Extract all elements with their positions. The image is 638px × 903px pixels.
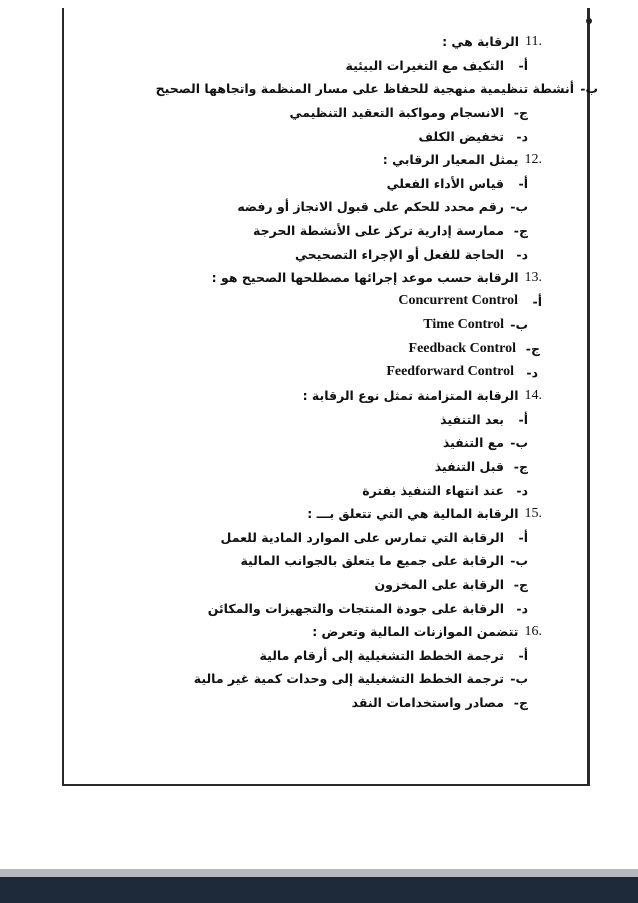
question-14 [80,384,542,502]
question-12 [80,148,542,266]
option-letter: أ- [518,175,528,191]
question-header [80,266,542,290]
page-border-bottom [62,784,590,786]
question-number: 14. [524,387,542,403]
option-letter: ب- [510,435,528,451]
question-13 [80,266,542,384]
question-text: الرقابة حسب موعد إجرائها مصطلحها الصحيح هو : [211,270,519,286]
option-text: قياس الأداء الفعلي [386,175,504,191]
question-list [80,30,598,714]
option-c [80,455,542,479]
option-c [80,337,542,361]
option-text: الحاجة للفعل أو الإجراء التصحيحي [295,246,504,262]
option-letter: ج- [513,458,528,474]
option-text: ترجمة الخطط التشغيلية إلى وحدات كمية غير مالية [193,671,504,687]
option-letter: أ- [518,647,528,663]
option-a [80,408,542,432]
option-a [80,290,542,314]
option-letter: أ- [518,529,528,545]
question-number: 11. [525,33,542,49]
option-letter: أ- [532,293,542,309]
option-letter: ج- [513,576,528,592]
option-letter: ب- [510,199,528,215]
option-letter: ج- [513,105,528,121]
option-a [80,172,542,196]
scan-mark [586,18,592,24]
option-text: Feedback Control [408,340,516,356]
question-header [80,148,542,172]
option-text: أنشطة تنظيمية منهجية للحفاظ على مسار المنظمة واتجاهها الصحيح [155,81,574,97]
option-b [80,77,612,101]
option-c [80,101,542,125]
option-d [80,360,542,384]
option-letter: د- [516,246,528,262]
question-number: 12. [524,151,542,167]
option-d [80,596,542,620]
question-15 [80,502,542,620]
option-c [80,219,542,243]
option-text: تخفيض الكلف [418,128,504,144]
scan-edge [0,877,638,903]
option-text: عند انتهاء التنفيذ بفترة [362,482,504,498]
option-letter: د- [516,128,528,144]
option-text: مصادر واستخدامات النقد [351,694,504,710]
option-letter: ب- [510,553,528,569]
question-text: الرقابة المتزامنة تمثل نوع الرقابة : [302,388,519,404]
option-d [80,124,542,148]
option-text: Time Control [423,316,504,332]
option-letter: ب- [510,317,528,333]
option-b [80,549,542,573]
option-letter: ج- [513,694,528,710]
option-text: الرقابة على جودة المنتجات والتجهيزات والمكائن [207,600,504,616]
option-a [80,54,542,78]
page-border-right [587,8,590,786]
option-text: قبل التنفيذ [434,458,504,474]
question-header [80,30,542,54]
option-a [80,643,542,667]
question-header [80,620,542,644]
option-c [80,691,542,715]
question-number: 15. [524,505,542,521]
question-text: تتضمن الموازنات المالية وتعرض : [312,624,519,640]
option-text: الرقابة التي تمارس على الموارد المادية للعمل [220,529,504,545]
question-text: الرقابة هي : [442,34,520,50]
option-text: ممارسة إدارية تركز على الأنشطة الحرجة [252,223,504,239]
option-letter: ب- [510,671,528,687]
option-letter: ج- [525,341,540,357]
option-text: Feedforward Control [386,364,514,380]
option-b [80,431,542,455]
option-d [80,478,542,502]
option-a [80,525,542,549]
option-letter: د- [516,482,528,498]
option-b [80,313,542,337]
question-16 [80,620,542,714]
option-text: التكيف مع التغيرات البيئية [345,57,504,73]
option-letter: ب- [580,81,598,97]
scan-shadow [0,869,638,877]
option-text: مع التنفيذ [442,435,504,451]
page-border-left [62,8,64,786]
question-header [80,502,542,526]
question-number: 16. [524,623,542,639]
option-text: الرقابة على جميع ما يتعلق بالجوانب المالية [240,553,504,569]
option-b [80,195,542,219]
option-text: الانسجام ومواكبة التعقيد التنظيمي [289,105,504,121]
question-header [80,384,542,408]
question-number: 13. [524,269,542,285]
option-text: Concurrent Control [398,293,518,309]
option-letter: د- [516,600,528,616]
option-text: بعد التنفيذ [440,411,504,427]
option-text: ترجمة الخطط التشغيلية إلى أرقام مالية [259,647,504,663]
question-text: يمثل المعيار الرقابي : [382,152,519,168]
option-letter: ج- [513,223,528,239]
option-letter: أ- [518,57,528,73]
option-d [80,242,542,266]
option-text: رقم محدد للحكم على قبول الانجاز أو رفضه [237,199,504,215]
option-letter: د- [526,364,538,380]
question-11 [80,30,598,148]
option-text: الرقابة على المخزون [374,576,504,592]
option-c [80,573,542,597]
option-letter: أ- [518,411,528,427]
option-b [80,667,542,691]
question-text: الرقابة المالية هي التي تتعلق بـــ : [307,506,519,522]
